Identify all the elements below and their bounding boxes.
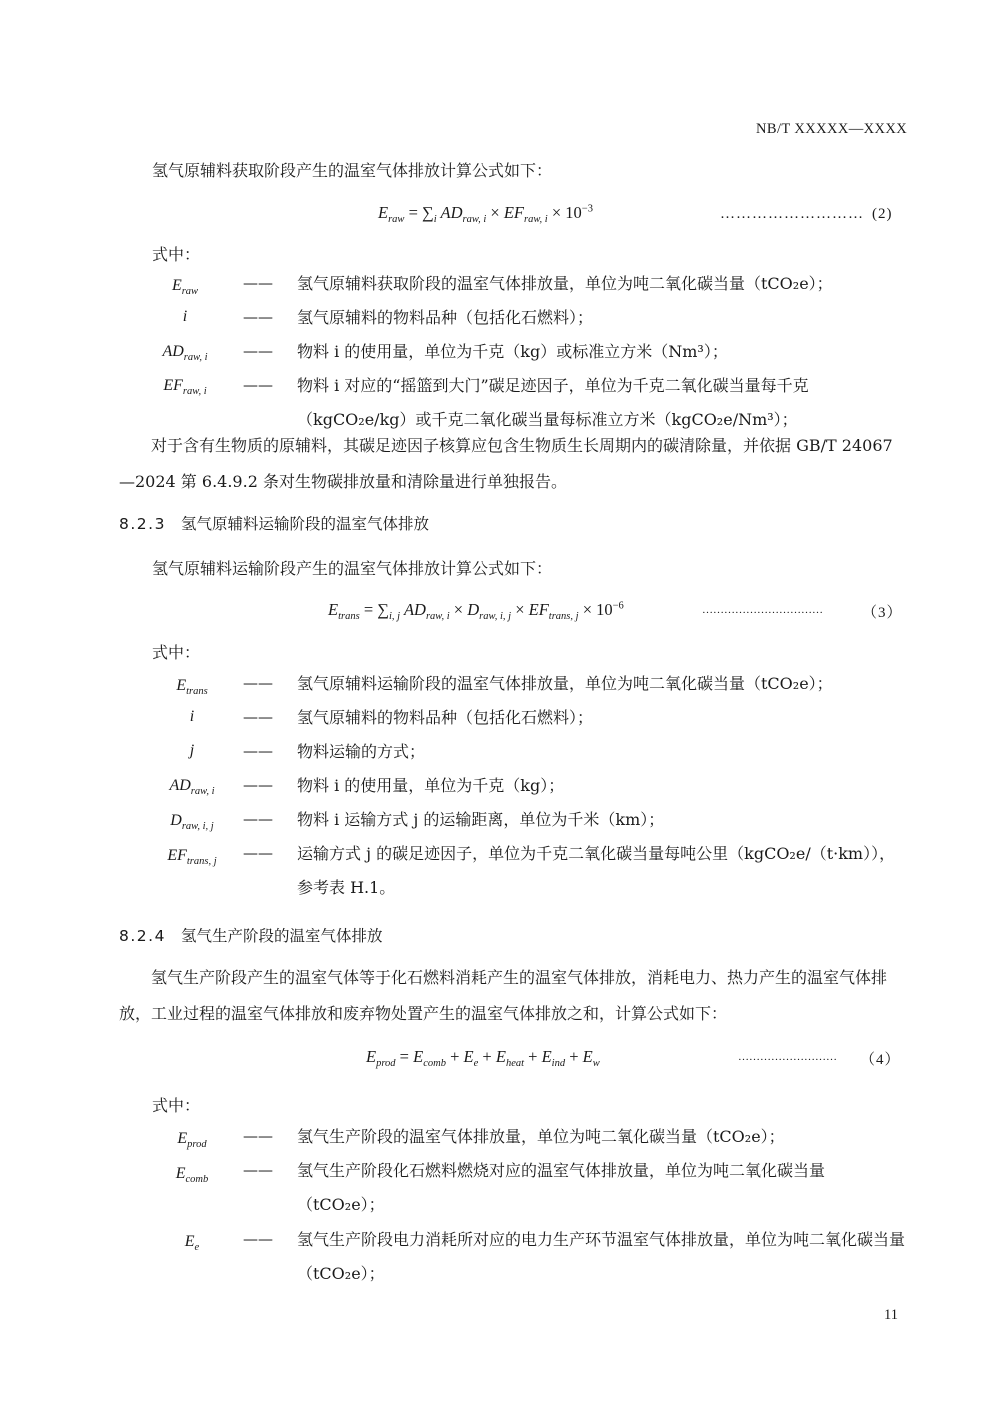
definition-dash: —— — [243, 342, 273, 360]
definition-text: 氢气原辅料运输阶段的温室气体排放量，单位为吨二氧化碳当量（tCO₂e）； — [297, 674, 833, 693]
formula-intro: 氢气原辅料运输阶段产生的温室气体排放计算公式如下： — [152, 559, 553, 578]
definition-symbol: $AD_{raw, i}$ — [162, 343, 208, 363]
definition-dash: —— — [243, 844, 273, 862]
section-number: 8.2.3 — [119, 515, 166, 533]
definition-symbol: i — [189, 708, 195, 725]
where-label: 式中： — [152, 1096, 201, 1115]
definition-dash: —— — [243, 742, 273, 760]
equation-leader: ……………………… — [720, 206, 864, 222]
section-number: 8.2.4 — [119, 927, 166, 945]
equation-leader: …………………………… — [702, 604, 823, 616]
production-intro-paragraph: 氢气生产阶段产生的温室气体等于化石燃料消耗产生的温室气体排放，消耗电力、热力产生的温室气体排放，工业过程的温室气体排放和废弃物处置产生的温室气体排放之和，计算公式如下： — [119, 968, 888, 1023]
definition-symbol: $EF_{raw, i}$ — [163, 377, 207, 397]
definition-symbol: $AD_{raw, i}$ — [169, 777, 215, 797]
definition-dash: —— — [243, 308, 273, 326]
definition-symbol: $E_{trans}$ — [176, 677, 208, 697]
definition-symbol: $E_{raw}$ — [171, 277, 199, 297]
definition-symbol: $E_{comb}$ — [175, 1165, 209, 1185]
definition-text: 物料 i 运输方式 j 的运输距离，单位为千米（km）； — [297, 810, 665, 829]
definition-symbol: $EF_{trans, j}$ — [167, 847, 217, 867]
definition-text: 氢气生产阶段的温室气体排放量，单位为吨二氧化碳当量（tCO₂e）； — [297, 1127, 785, 1146]
equation-number: （4） — [860, 1052, 901, 1068]
equation-leader: ……………………… — [738, 1051, 837, 1063]
definition-symbol: i — [182, 308, 188, 325]
biomass-note-paragraph: 对于含有生物质的原辅料，其碳足迹因子核算应包含生物质生长周期内的碳清除量，并依据 GB/T 24067—2024 第 6.4.9.2 条对生物碳排放量和清除量进行单独报告。 — [119, 436, 893, 491]
definition-symbol: $E_e$ — [184, 1233, 200, 1253]
definition-text: 氢气原辅料获取阶段的温室气体排放量，单位为吨二氧化碳当量（tCO₂e）； — [297, 274, 833, 293]
definition-dash: —— — [243, 1127, 273, 1145]
formula-2: $E_{raw} = \sum_i$ $AD_{raw, i} \times EF_{raw, i} \times 10^{-3}$ — [378, 203, 593, 225]
where-label: 式中： — [152, 245, 201, 264]
section-title: 氢气生产阶段的温室气体排放 — [181, 927, 383, 945]
equation-number: （3） — [862, 605, 903, 621]
equation-number: (2) — [872, 206, 893, 222]
definition-text: 氢气原辅料的物料品种（包括化石燃料）； — [297, 708, 594, 727]
definition-dash: —— — [243, 708, 273, 726]
definition-text: 氢气原辅料的物料品种（包括化石燃料）； — [297, 308, 594, 327]
definition-dash: —— — [243, 376, 273, 394]
definition-symbol: j — [189, 742, 195, 759]
section-heading — [119, 512, 429, 534]
formula-3: $E_{trans} = \sum_{i, j}$ $AD_{raw, i} \times D_{raw, i, j} \times EF_{trans, j} \times 10^{-6}$ — [328, 600, 624, 622]
section-title: 氢气原辅料运输阶段的温室气体排放 — [181, 515, 430, 533]
definition-text: 运输方式 j 的碳足迹因子，单位为千克二氧化碳当量每吨公里（kgCO₂e/（t·km）），参考表 H.1。 — [297, 844, 896, 897]
definition-symbol: $E_{prod}$ — [177, 1130, 207, 1150]
definition-text: 物料 i 的使用量，单位为千克（kg）； — [297, 776, 565, 795]
definition-dash: —— — [243, 810, 273, 828]
page-number: 11 — [884, 1307, 898, 1323]
definition-dash: —— — [243, 1230, 273, 1248]
definition-dash: —— — [243, 1161, 273, 1179]
definition-symbol: $D_{raw, i, j}$ — [170, 812, 214, 832]
formula-4: $E_{prod} = E_{comb} + E_e + E_{heat} + E_{ind} + E_w$ — [366, 1047, 600, 1069]
definition-text: 物料 i 的使用量，单位为千克（kg）或标准立方米（Nm³）； — [297, 342, 728, 361]
standard-code-header: NB/T XXXXX—XXXX — [756, 121, 908, 137]
definition-dash: —— — [243, 274, 273, 292]
definition-text: 物料 i 对应的“摇篮到大门”碳足迹因子，单位为千克二氧化碳当量每千克（kgCO₂e/kg）或千克二氧化碳当量每标准立方米（kgCO₂e/Nm³）； — [297, 376, 809, 429]
where-label: 式中： — [152, 643, 201, 662]
definition-text: 氢气生产阶段电力消耗所对应的电力生产环节温室气体排放量，单位为吨二氧化碳当量（tCO₂e）； — [297, 1230, 906, 1283]
section-heading — [119, 924, 383, 946]
definition-text: 物料运输的方式； — [297, 742, 426, 761]
definition-text: 氢气生产阶段化石燃料燃烧对应的温室气体排放量，单位为吨二氧化碳当量（tCO₂e）； — [297, 1161, 826, 1214]
definition-dash: —— — [243, 674, 273, 692]
definition-dash: —— — [243, 776, 273, 794]
formula-intro: 氢气原辅料获取阶段产生的温室气体排放计算公式如下： — [152, 161, 553, 180]
